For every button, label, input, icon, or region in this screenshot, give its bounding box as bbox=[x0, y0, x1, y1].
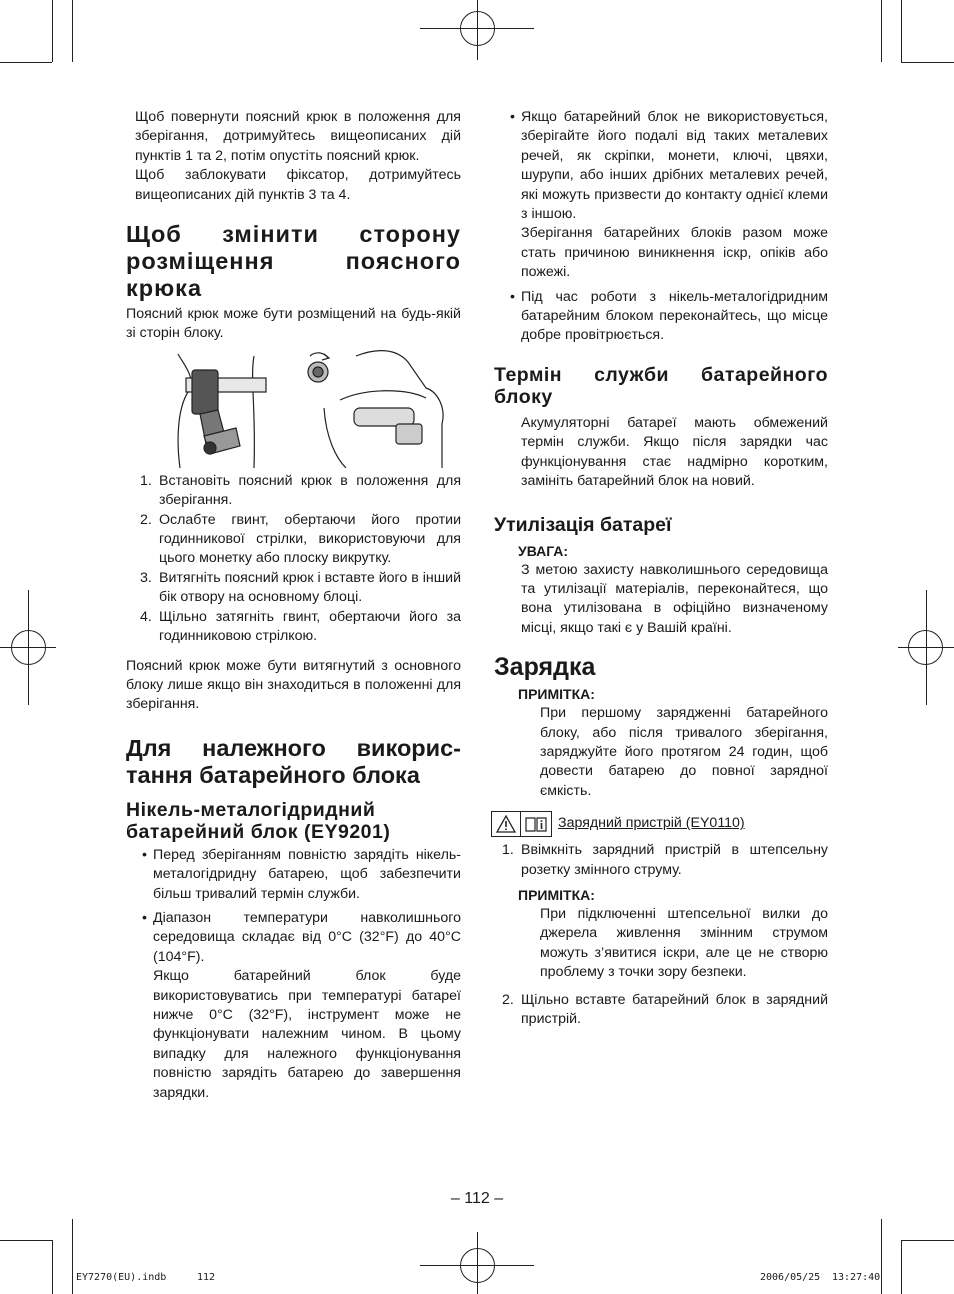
footer-page: 112 bbox=[197, 1272, 216, 1283]
battery-bullets bbox=[126, 846, 461, 967]
step-item: 1. Встановіть поясний крюк в положення для зберігання. bbox=[140, 472, 461, 509]
battery-temperature-note: Якщо батарейний блок буде використовуватись при температурі батареї нижче 0°C (32°F), інструмент може не функціонувати належним чином. В цьому випадку для належного функціонування повністю зарядіть батарею до завершення зарядки. bbox=[153, 968, 461, 1101]
footer-filename: EY7270(EU).indb bbox=[76, 1272, 167, 1283]
spark-safety-note: При підключенні штепсельної вилки до джерела живлення змінним струмом можуть з’явитися іскри, але це не створю проблему з точки зору безпеки. bbox=[540, 905, 828, 981]
tool-on-belt-figure bbox=[178, 354, 266, 468]
intro-block bbox=[126, 108, 461, 205]
step-item: 3. Витягніть поясний крюк і вставте його в інший бік отвору на основному блоці. bbox=[140, 569, 461, 606]
note-label: ПРИМІТКА: bbox=[518, 886, 595, 903]
charger-link[interactable]: Зарядний пристрій (EY0110) bbox=[558, 815, 745, 832]
ventilation-bullets bbox=[494, 288, 828, 346]
footer-date: 2006/05/25 bbox=[760, 1272, 821, 1283]
intro-paragraph-2: Щоб заблокувати фіксатор, дотримуйтесь вищеописаних дій пунктів 3 та 4. bbox=[135, 167, 461, 203]
section-title-charging: Зарядка bbox=[494, 653, 596, 682]
section-title-battery-life: Термін служби батарейного блоку bbox=[494, 363, 828, 408]
section-title-battery-use: Для належного викорис- тання батарейного блока bbox=[126, 734, 461, 788]
charging-step-1 bbox=[494, 841, 828, 880]
step-item: 2. Ослабте гвинт, обертаючи його протии годинникової стрілки, використовуючи для цього монетку або плоску викрутку. bbox=[140, 511, 461, 567]
recycling-text: З метою захисту навколишнього середовища та утилізації матеріалів, переконайтеся, що вона утилізована в офіційно визначеному місці, якщо такі є у Вашій країні. bbox=[521, 561, 828, 636]
bullet-item: • Перед зберіганням повністю зарядіть нікель-металогідридну батарею, щоб забезпечити більш тривалий термін служби. bbox=[142, 846, 461, 902]
step-item: 2. Щільно вставте батарейний блок в зарядний пристрій. bbox=[502, 991, 828, 1027]
warning-triangle-icon bbox=[492, 812, 521, 836]
caution-label: УВАГА: bbox=[518, 542, 569, 559]
belt-hook-text: Поясний крюк може бути розміщений на будь-якій зі сторін блоку. bbox=[126, 306, 461, 342]
section-title-recycling: Утилізація батареї bbox=[494, 513, 672, 536]
first-charge-note: При першому зарядженні батарейного блоку, або після тривалого зберігання, заряджуйте його протягом 24 годин, щоб довести батарею до повної зарядної ємкість. bbox=[540, 705, 828, 799]
battery-life-text: Акумуляторні батареї мають обмежений термін служби. Якщо після зарядки час функціонування стає надмірно коротким, замініть батарейний блок на новий. bbox=[521, 414, 828, 490]
step-item: 1. Ввімкніть зарядний пристрій в штепсельну розетку змінного струму. bbox=[502, 842, 828, 878]
manual-info-icon bbox=[521, 812, 551, 836]
footer-time: 13:27:40 bbox=[832, 1272, 881, 1283]
bullet-item: • Якщо батарейний блок не використовується, зберігайте його подалі від таких металевих речей, як скріпки, монети, ключі, цвяхи, шурупи, або інших дрібних металевих речей, які можуть призвести до контакту однієї клеми з іншою. bbox=[510, 109, 828, 223]
charging-step-2 bbox=[494, 991, 828, 1030]
section-title-belt-hook: Щоб змінити сторону розміщення поясного крюка bbox=[126, 221, 461, 302]
charger-reference bbox=[491, 811, 828, 837]
left-column bbox=[126, 108, 461, 1103]
note-label: ПРИМІТКА: bbox=[518, 686, 595, 703]
belt-hook-drawing bbox=[126, 348, 461, 468]
intro-paragraph-1: Щоб повернути поясний крюк в положення для зберігання, дотримуйтесь вищеописаних дій пунктів 1 та 2, потім опустіть поясний крюк. bbox=[135, 109, 461, 164]
screw-coin-figure bbox=[308, 350, 443, 467]
right-column bbox=[494, 108, 828, 1029]
warning-icon-box bbox=[491, 811, 552, 837]
belt-hook-steps bbox=[126, 472, 461, 647]
subtitle-nimh-battery: Нікель-металогідридний батарейний блок (EY9201) bbox=[126, 798, 391, 843]
belt-hook-note: Поясний крюк може бути витягнутий з основного блоку лише якщо він знаходиться в положенні для зберігання. bbox=[126, 657, 461, 713]
page-number: – 112 – bbox=[450, 1190, 504, 1207]
storage-warning: Зберігання батарейних блоків разом може стать причиною виникнення іскр, опіків або пожежі. bbox=[521, 225, 828, 281]
step-item: 4. Щільно затягніть гвинт, обертаючи його за годинниковою стрілкою. bbox=[140, 608, 461, 645]
bullet-item: • Діапазон температури навколишнього середовища складає від 0°C (32°F) до 40°C (104°F). bbox=[142, 909, 461, 965]
belt-hook-illustration bbox=[126, 348, 461, 468]
bullet-item: • Під час роботи з нікель-металогідридним батарейним блоком переконайтесь, що місце добре провітрюється. bbox=[510, 288, 828, 344]
storage-bullets bbox=[494, 108, 828, 224]
